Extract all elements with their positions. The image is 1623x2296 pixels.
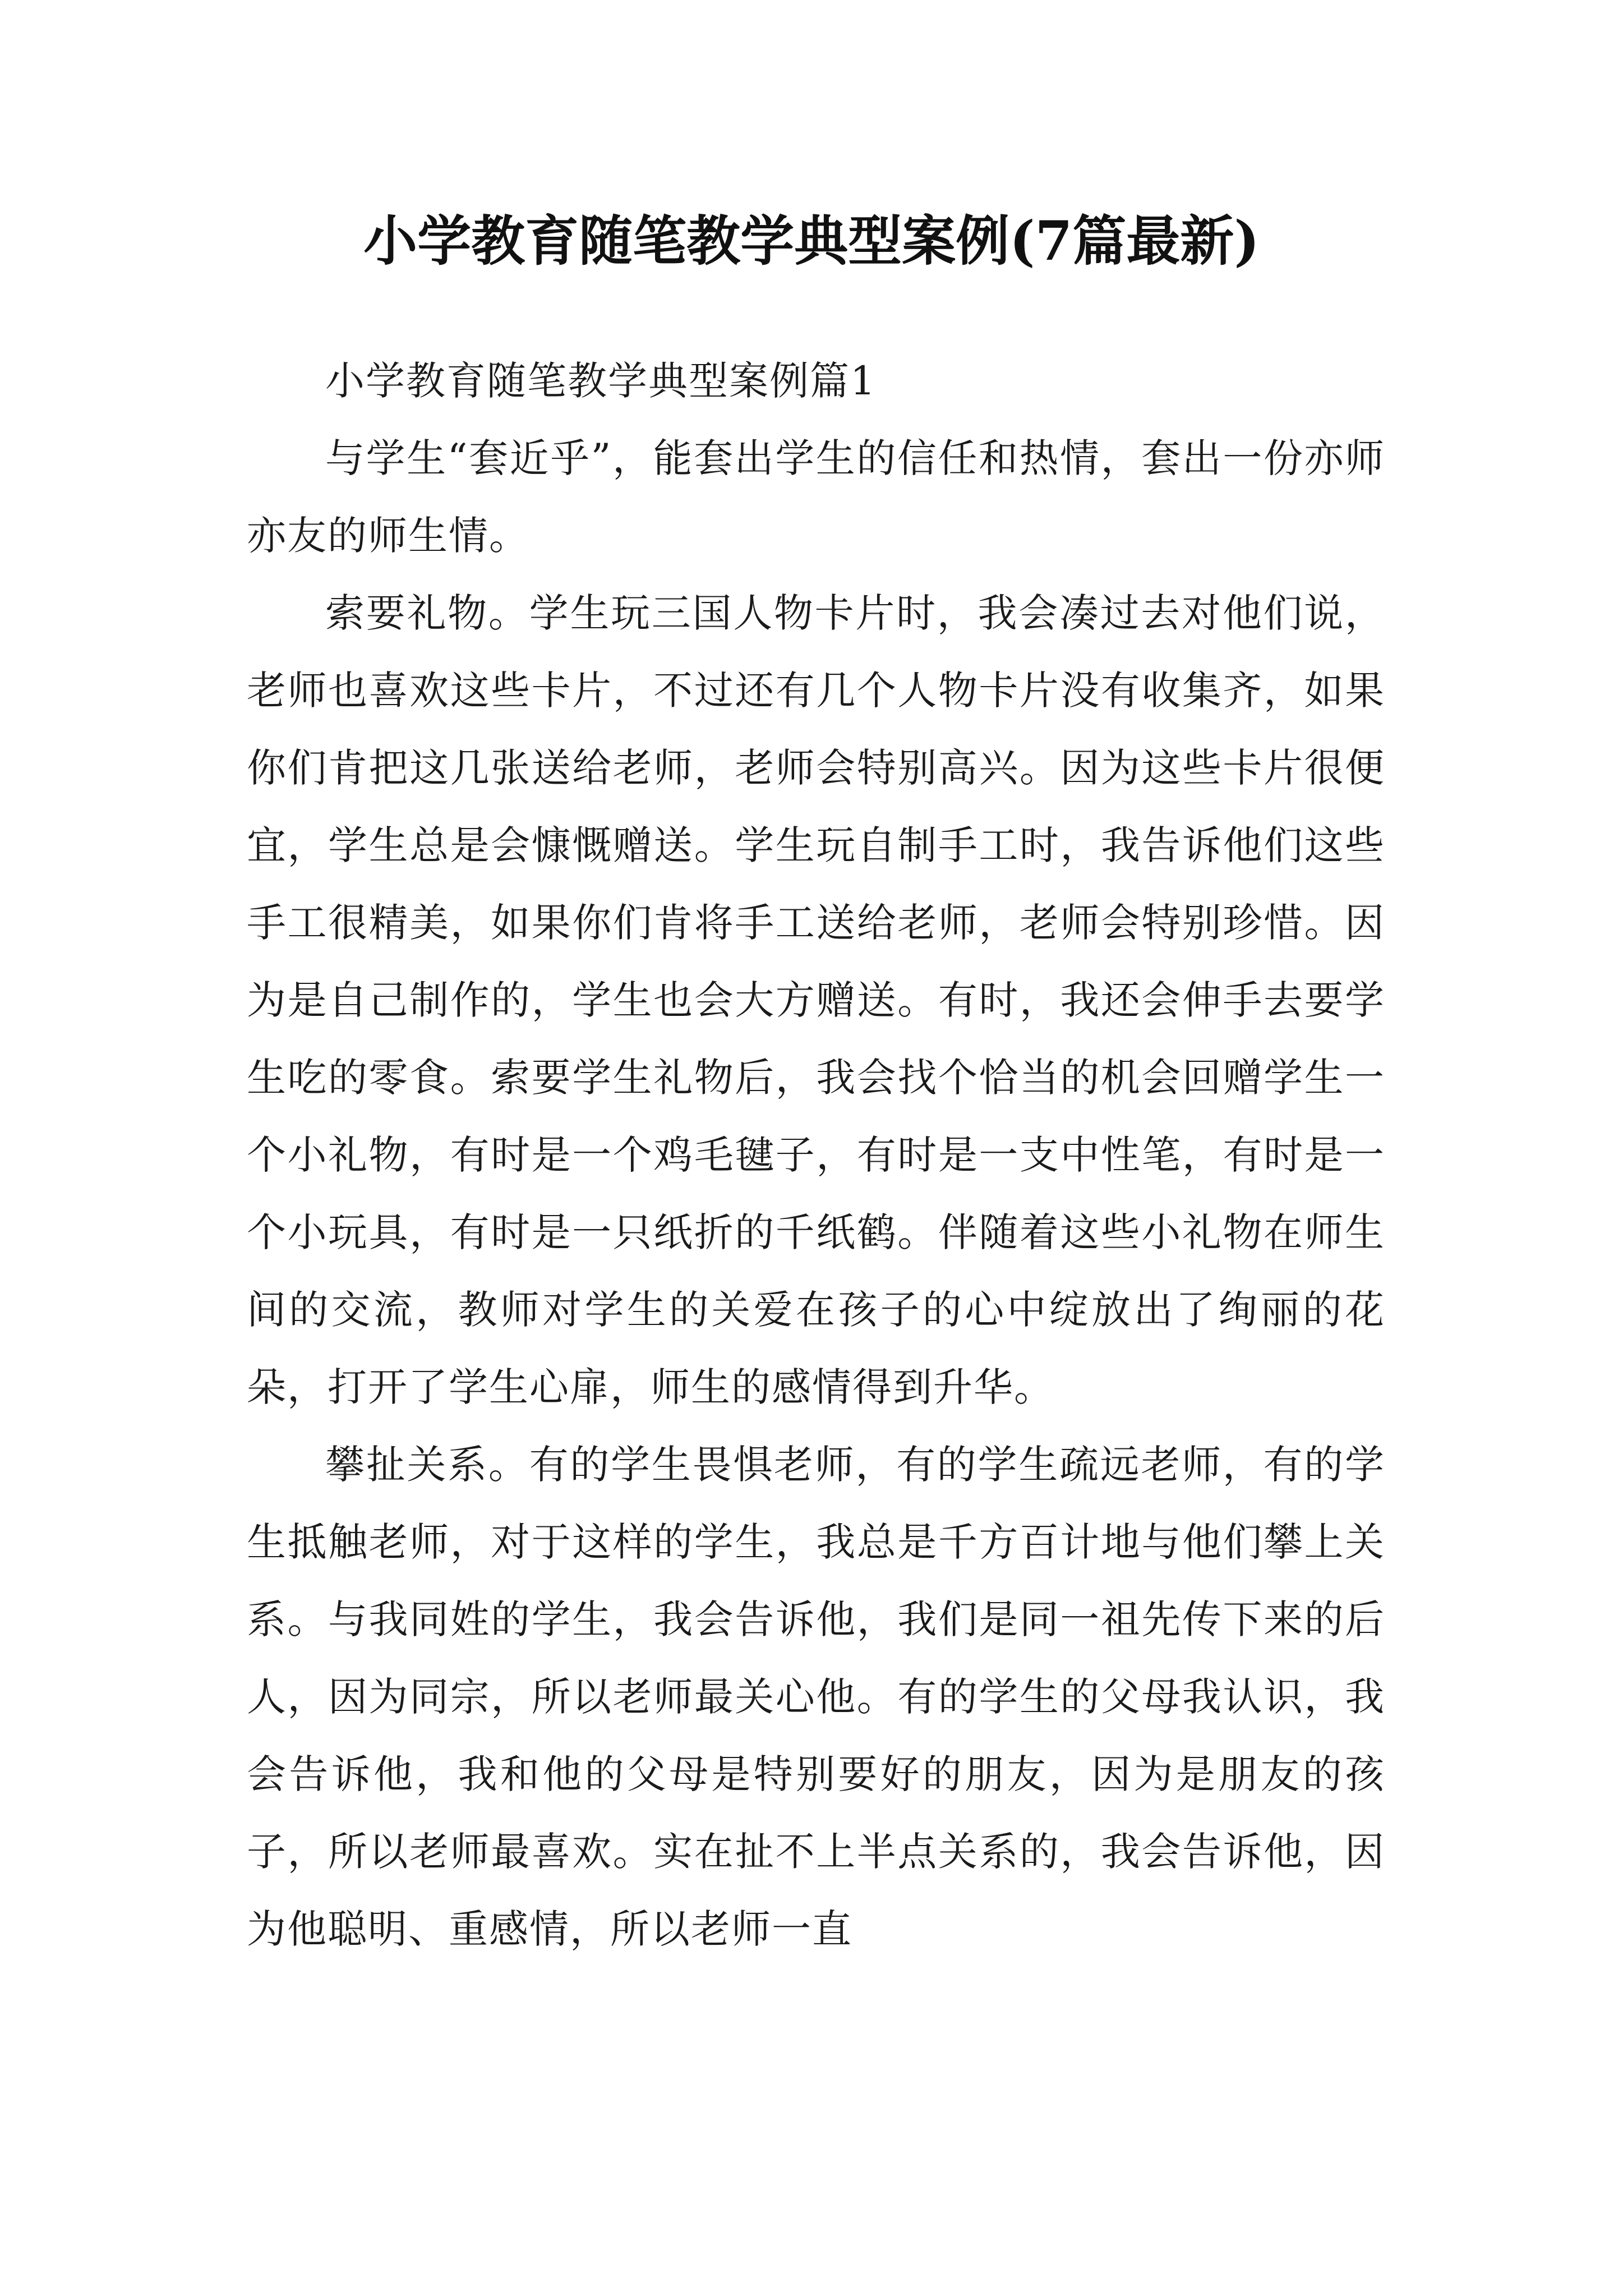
paragraph-relations: 攀扯关系。有的学生畏惧老师，有的学生疏远老师，有的学生抵触老师，对于这样的学生，我总是千方百计地与他们攀上关系。与我同姓的学生，我会告诉他，我们是同一祖先传下来的后人，因为同宗，所以老师最关心他。有的学生的父母我认识，我会告诉他，我和他的父母是特别要好的朋友，因为是朋友的孩子，所以老师最喜欢。实在扯不上半点关系的，我会告诉他，因为他聪明、重感情，所以老师一直 (247, 1442, 1385, 1952)
document-title: 小学教育随笔教学典型案例(7篇最新) (363, 209, 1260, 273)
paragraph-gifts: 索要礼物。学生玩三国人物卡片时，我会凑过去对他们说，老师也喜欢这些卡片，不过还有几个人物卡片没有收集齐，如果你们肯把这几张送给老师，老师会特别高兴。因为这些卡片很便宜，学生总是会慷慨赠送。学生玩自制手工时，我告诉他们这些手工很精美，如果你们肯将手工送给老师，老师会特别珍惜。因为是自己制作的，学生也会大方赠送。有时，我还会伸手去要学生吃的零食。索要学生礼物后，我会找个恰当的机会回赠学生一个小礼物，有时是一个鸡毛毽子，有时是一支中性笔，有时是一个小玩具，有时是一只纸折的千纸鹤。伴随着这些小礼物在师生间的交流，教师对学生的关爱在孩子的心中绽放出了绚丽的花朵，打开了学生心扉，师生的感情得到升华。 (247, 590, 1385, 1410)
document-body (247, 342, 1385, 1968)
section-heading: 小学教育随笔教学典型案例篇1 (325, 358, 877, 404)
paragraph-intro: 与学生“套近乎”，能套出学生的信任和热情，套出一份亦师亦友的师生情。 (247, 435, 1385, 559)
